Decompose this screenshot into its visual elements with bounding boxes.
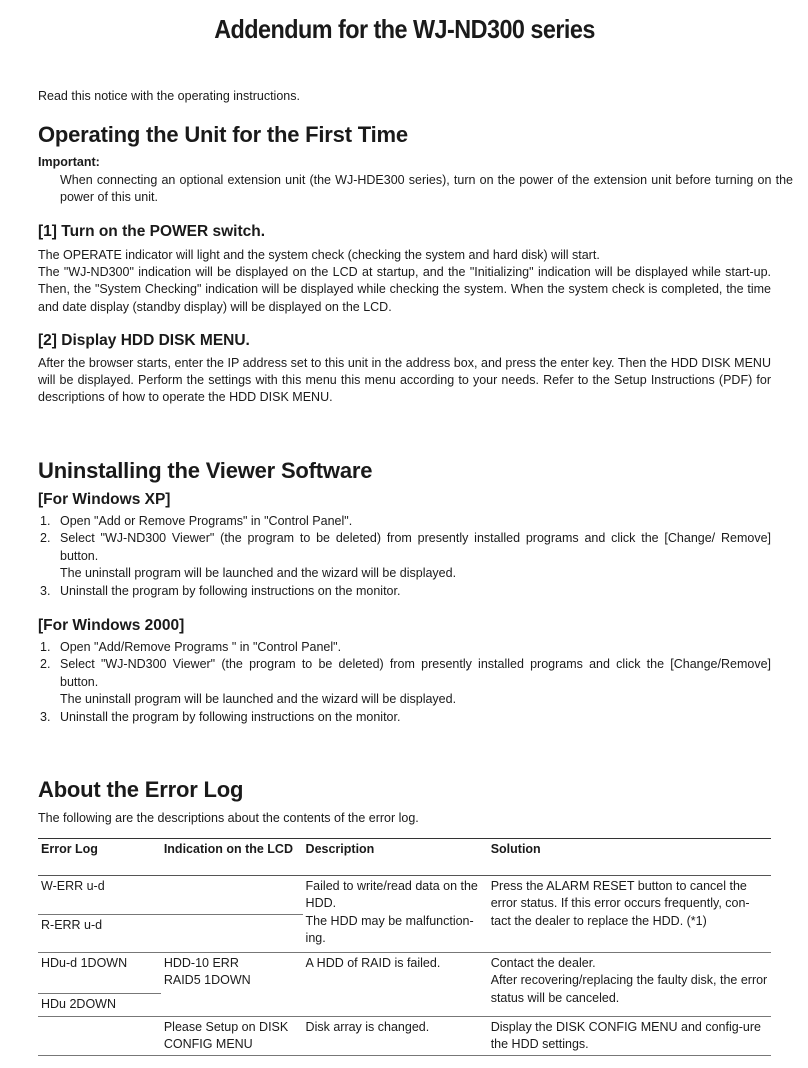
lcd-cell: Please Setup on DISK CONFIG MENU — [161, 1017, 303, 1056]
column-header-description: Description — [303, 839, 488, 876]
step1-heading: [1] Turn on the POWER switch. — [38, 223, 266, 240]
description-cell: Failed to write/read data on the HDD. The HDD may be malfunction-ing. — [303, 876, 488, 953]
error-log-cell: HDu 2DOWN — [38, 994, 161, 1017]
table-row — [38, 876, 771, 915]
error-log-cell: R-ERR u-d — [38, 915, 161, 953]
step1-line-1: The OPERATE indicator will light and the system check (checking the system and hard disk) will start. — [38, 248, 600, 262]
list-item: 3. Uninstall the program by following instructions on the monitor. — [40, 709, 401, 724]
description-cell: Disk array is changed. — [303, 1017, 488, 1056]
list-item: 2. Select "WJ-ND300 Viewer" (the program to be deleted) from presently installed programs and click the [Change/ Remove] button. The uninstall program will be launched and the wizard will be displayed. — [38, 530, 771, 582]
column-header-error-log: Error Log — [38, 839, 161, 876]
solution-cell: Display the DISK CONFIG MENU and config-ure the HDD settings. — [488, 1017, 771, 1056]
error-log-intro: The following are the descriptions about the contents of the error log. — [38, 811, 419, 825]
error-log-cell: HDu-d 1DOWN — [38, 953, 161, 994]
list-item: 3. Uninstall the program by following instructions on the monitor. — [40, 583, 401, 598]
table-header-row — [38, 839, 771, 876]
column-header-lcd: Indication on the LCD — [161, 839, 303, 876]
step2-heading: [2] Display HDD DISK MENU. — [38, 332, 250, 349]
table-row — [38, 1017, 771, 1056]
list-item-note: The uninstall program will be launched and the wizard will be displayed. — [60, 566, 457, 581]
step2-text: After the browser starts, enter the IP address set to this unit in the address box, and press the enter key. Then the HDD DISK MENU will be displayed. Perform the settings with this menu this menu according to your needs. Refer to the Setup Instructions (PDF) for descriptions of how to operate the HDD DISK MENU. — [38, 356, 771, 405]
list-item: 1. Open "Add/Remove Programs " in "Control Panel". — [40, 640, 342, 654]
windows-xp-steps — [38, 513, 771, 600]
table-row — [38, 953, 771, 994]
list-item: 1. Open "Add or Remove Programs" in "Control Panel". — [40, 514, 353, 528]
lcd-cell: HDD-10 ERR RAID5 1DOWN — [161, 953, 303, 1017]
solution-cell: Contact the dealer. After recovering/replacing the faulty disk, the error status will be canceled. — [488, 953, 771, 1017]
error-log-cell — [38, 1017, 161, 1056]
solution-cell: Press the ALARM RESET button to cancel the error status. If this error occurs frequently, con-tact the dealer to replace the HDD. (*1) — [488, 876, 771, 953]
description-cell: A HDD of RAID is failed. — [303, 953, 488, 1017]
section-heading-uninstall: Uninstalling the Viewer Software — [38, 458, 373, 483]
windows-2000-heading: [For Windows 2000] — [38, 617, 185, 634]
section-heading-error-log: About the Error Log — [38, 777, 244, 802]
column-header-solution: Solution — [488, 839, 771, 876]
intro-text: Read this notice with the operating instructions. — [38, 89, 300, 103]
step1-line-2: The "WJ-ND300" indication will be displayed on the LCD at startup, and the "Initializing" indication will be displayed while start-up. Then, the "System Checking" indication will be displayed while checking the system. When the system check is completed, the time and date display (standby display) will be displayed on the LCD. — [38, 265, 771, 314]
windows-xp-heading: [For Windows XP] — [38, 491, 171, 508]
section-heading-first-time: Operating the Unit for the First Time — [38, 122, 408, 147]
lcd-cell — [161, 876, 303, 915]
important-text: When connecting an optional extension unit (the WJ-HDE300 series), turn on the power of the extension unit before turning on the power of this unit. — [60, 173, 793, 205]
document-title: Addendum for the WJ-ND300 series — [214, 14, 595, 44]
list-item: 2. Select "WJ-ND300 Viewer" (the program to be deleted) from presently installed programs and click the [Change/Remove] button. The uninstall program will be launched and the wizard will be displayed. — [38, 656, 771, 708]
important-label: Important: — [38, 155, 100, 169]
lcd-cell — [161, 915, 303, 953]
list-item-note: The uninstall program will be launched and the wizard will be displayed. — [60, 692, 457, 707]
error-log-table — [38, 838, 771, 1056]
error-log-cell: W-ERR u-d — [38, 876, 161, 915]
windows-2000-steps — [38, 639, 771, 726]
